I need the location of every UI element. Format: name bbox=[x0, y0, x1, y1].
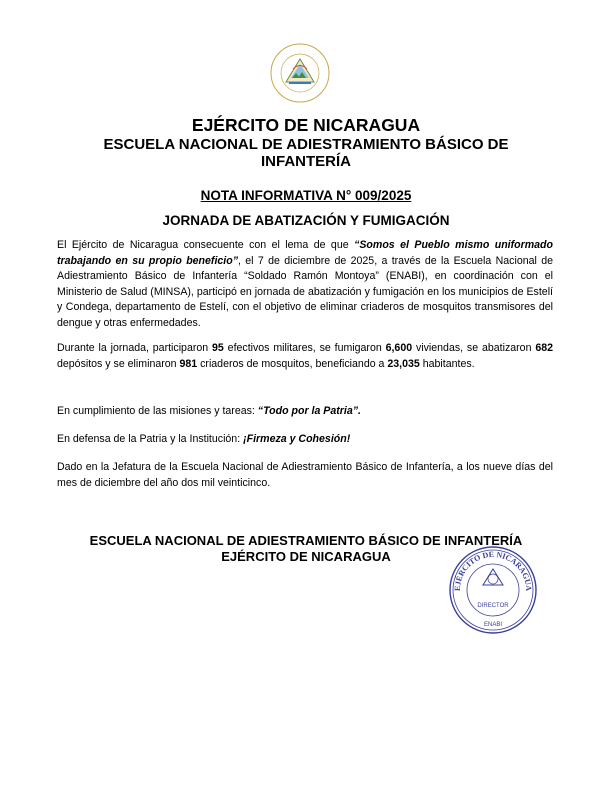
note-number: NOTA INFORMATIVA N° 009/2025 bbox=[200, 188, 412, 203]
footer-school: ESCUELA NACIONAL DE ADIESTRAMIENTO BÁSICO DE INFANTERÍA bbox=[89, 533, 523, 548]
stat-breeding-sites: 981 bbox=[179, 357, 198, 370]
page-title: EJÉRCITO DE NICARAGUA bbox=[191, 115, 421, 135]
paragraph-closing: Dado en la Jefatura de la Escuela Nacional de Adiestramiento Básico de Infantería, a los nueve días del mes de diciembre del año dos mil veinticinco. bbox=[57, 461, 553, 489]
paragraph-mission: En cumplimiento de las misiones y tareas: “Todo por la Patria”. bbox=[57, 405, 361, 417]
nicaragua-seal-icon bbox=[269, 42, 331, 104]
footer-army: EJÉRCITO DE NICARAGUA bbox=[221, 549, 391, 564]
stamp-ring-text: EJÉRCITO DE NICARAGUA bbox=[452, 549, 534, 592]
motto-quote: “Somos el Pueblo mismo uniformado trabajando en su propio beneficio” bbox=[57, 239, 553, 267]
director-stamp-icon bbox=[448, 545, 538, 635]
stamp-role: DIRECTOR bbox=[477, 603, 509, 609]
stat-troops: 95 bbox=[212, 342, 224, 354]
paragraph-intro: El Ejército de Nicaragua consecuente con el lema de que “Somos el Pueblo mismo uniformado trabajando en su propio beneficio”, el 7 de diciembre de 2025, a través de la Escuela Nacional de Adiestramiento Básico de Infantería “Soldado Ramón Montoya” (ENABI), en coordinación con el Ministerio de Salud (MINSA), participó en jornada de abatización y fumigación en los municipios de Estelí y Condega, departamento de Estelí, con el objetivo de eliminar criaderos de mosquitos transmisores del dengue y otras enfermedades. bbox=[57, 239, 553, 329]
stat-beneficiaries: 23,035 bbox=[387, 357, 420, 370]
paragraph-results: Durante la jornada, participaron 95 efectivos militares, se fumigaron 6,600 viviendas, se abatizaron 682 depósitos y se eliminaron 981 criaderos de mosquitos, beneficiando a 23,035 habitantes. bbox=[57, 342, 554, 370]
note-heading: JORNADA DE ABATIZACIÓN Y FUMIGACIÓN bbox=[162, 213, 450, 228]
stat-deposits: 682 bbox=[535, 342, 554, 354]
paragraph-defense: En defensa de la Patria y la Institución: ¡Firmeza y Cohesión! bbox=[57, 433, 351, 445]
stamp-unit: ENABI bbox=[483, 622, 503, 628]
stat-homes: 6,600 bbox=[385, 342, 413, 354]
school-name: ESCUELA NACIONAL DE ADIESTRAMIENTO BÁSICO DE INFANTERÍA bbox=[103, 136, 509, 170]
